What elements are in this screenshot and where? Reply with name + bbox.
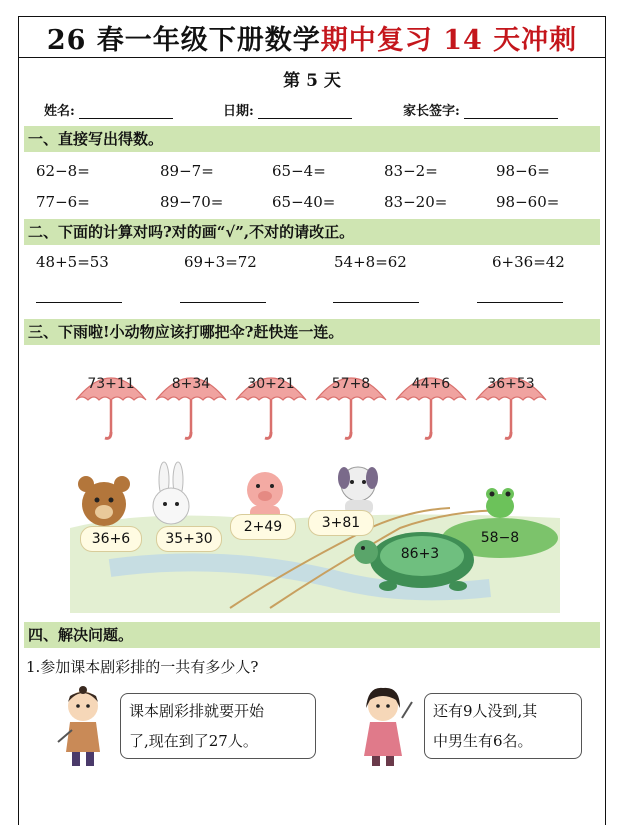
section2-title: 二、下面的计算对吗?对的画“√”,不对的请改正。 <box>24 219 600 245</box>
umbrella-icon <box>74 362 148 442</box>
title-red-part: 期中复习 14 天冲刺 <box>320 25 578 56</box>
animal-expression[interactable]: 2+49 <box>230 514 296 540</box>
umbrella-label: 36+53 <box>487 376 535 392</box>
section3-title: 三、下雨啦!小动物应该打哪把伞?赶快连一连。 <box>24 319 600 345</box>
calc-item: 65−4= <box>272 162 326 180</box>
calc-item: 89−7= <box>160 162 214 180</box>
animal-expression[interactable]: 3+81 <box>308 510 374 536</box>
check-item: 54+8=62 <box>334 253 407 271</box>
umbrella[interactable] <box>154 362 228 442</box>
umbrella[interactable] <box>474 362 548 442</box>
sign-field[interactable] <box>403 100 558 119</box>
umbrella-icon <box>394 362 468 442</box>
day-label: 第 5 天 <box>283 71 341 91</box>
calc-item: 62−8= <box>36 162 90 180</box>
bubble-boy-line1: 课本剧彩排就要开始 <box>129 702 265 720</box>
umbrella-icon <box>154 362 228 442</box>
animal-expression[interactable]: 58−8 <box>480 530 520 546</box>
umbrella[interactable] <box>314 362 388 442</box>
umbrella-icon <box>234 362 308 442</box>
calc-item: 65−40= <box>272 193 336 211</box>
pig-icon <box>247 472 283 520</box>
calc-item: 98−6= <box>496 162 550 180</box>
frog-icon <box>486 488 514 518</box>
speech-bubble-girl <box>424 693 582 759</box>
umbrella-label: 30+21 <box>247 376 295 392</box>
name-field[interactable] <box>44 100 173 119</box>
calc-item: 89−70= <box>160 193 224 211</box>
section1-title: 一、直接写出得数。 <box>24 126 600 152</box>
bubble-girl-line2: 中男生有6名。 <box>433 732 533 750</box>
answer-line[interactable] <box>180 302 266 303</box>
speech-bubble-boy <box>120 693 316 759</box>
date-blank[interactable] <box>258 104 352 119</box>
name-blank[interactable] <box>79 104 173 119</box>
animal-scene <box>70 458 560 613</box>
name-label: 姓名: <box>44 104 75 119</box>
date-field[interactable] <box>223 100 352 119</box>
check-item: 48+5=53 <box>36 253 109 271</box>
boy-character-icon <box>50 684 116 770</box>
umbrella[interactable] <box>394 362 468 442</box>
umbrella[interactable] <box>234 362 308 442</box>
girl-character-icon <box>350 684 416 770</box>
answer-line[interactable] <box>36 302 122 303</box>
sign-label: 家长签字: <box>403 104 460 119</box>
calc-item: 98−60= <box>496 193 560 211</box>
umbrella-label: 44+6 <box>411 376 451 392</box>
rabbit-icon <box>153 462 189 524</box>
title-divider <box>18 57 606 58</box>
check-item: 69+3=72 <box>184 253 257 271</box>
umbrella-icon <box>314 362 388 442</box>
umbrella-label: 73+11 <box>87 376 135 392</box>
section4-title: 四、解决问题。 <box>24 622 600 648</box>
animal-expression[interactable]: 36+6 <box>80 526 142 552</box>
title-black-part: 26 春一年级下册数学 <box>46 25 321 56</box>
animal-expression[interactable]: 35+30 <box>156 526 222 552</box>
page-title <box>0 18 624 57</box>
umbrella-icon <box>474 362 548 442</box>
bubble-boy-line2: 了,现在到了27人。 <box>129 732 258 750</box>
umbrella-label: 8+34 <box>171 376 211 392</box>
problem-question: 1.参加课本剧彩排的一共有多少人? <box>26 658 259 676</box>
calc-item: 83−20= <box>384 193 448 211</box>
answer-line[interactable] <box>333 302 419 303</box>
umbrella-label: 57+8 <box>331 376 371 392</box>
bear-icon <box>78 476 130 526</box>
umbrella[interactable] <box>74 362 148 442</box>
check-item: 6+36=42 <box>492 253 565 271</box>
sign-blank[interactable] <box>464 104 558 119</box>
bubble-girl-line1: 还有9人没到,其 <box>433 702 538 720</box>
answer-line[interactable] <box>477 302 563 303</box>
dog-icon <box>338 467 378 514</box>
animal-expression[interactable]: 86+3 <box>400 546 440 562</box>
calc-item: 77−6= <box>36 193 90 211</box>
date-label: 日期: <box>223 104 254 119</box>
calc-item: 83−2= <box>384 162 438 180</box>
